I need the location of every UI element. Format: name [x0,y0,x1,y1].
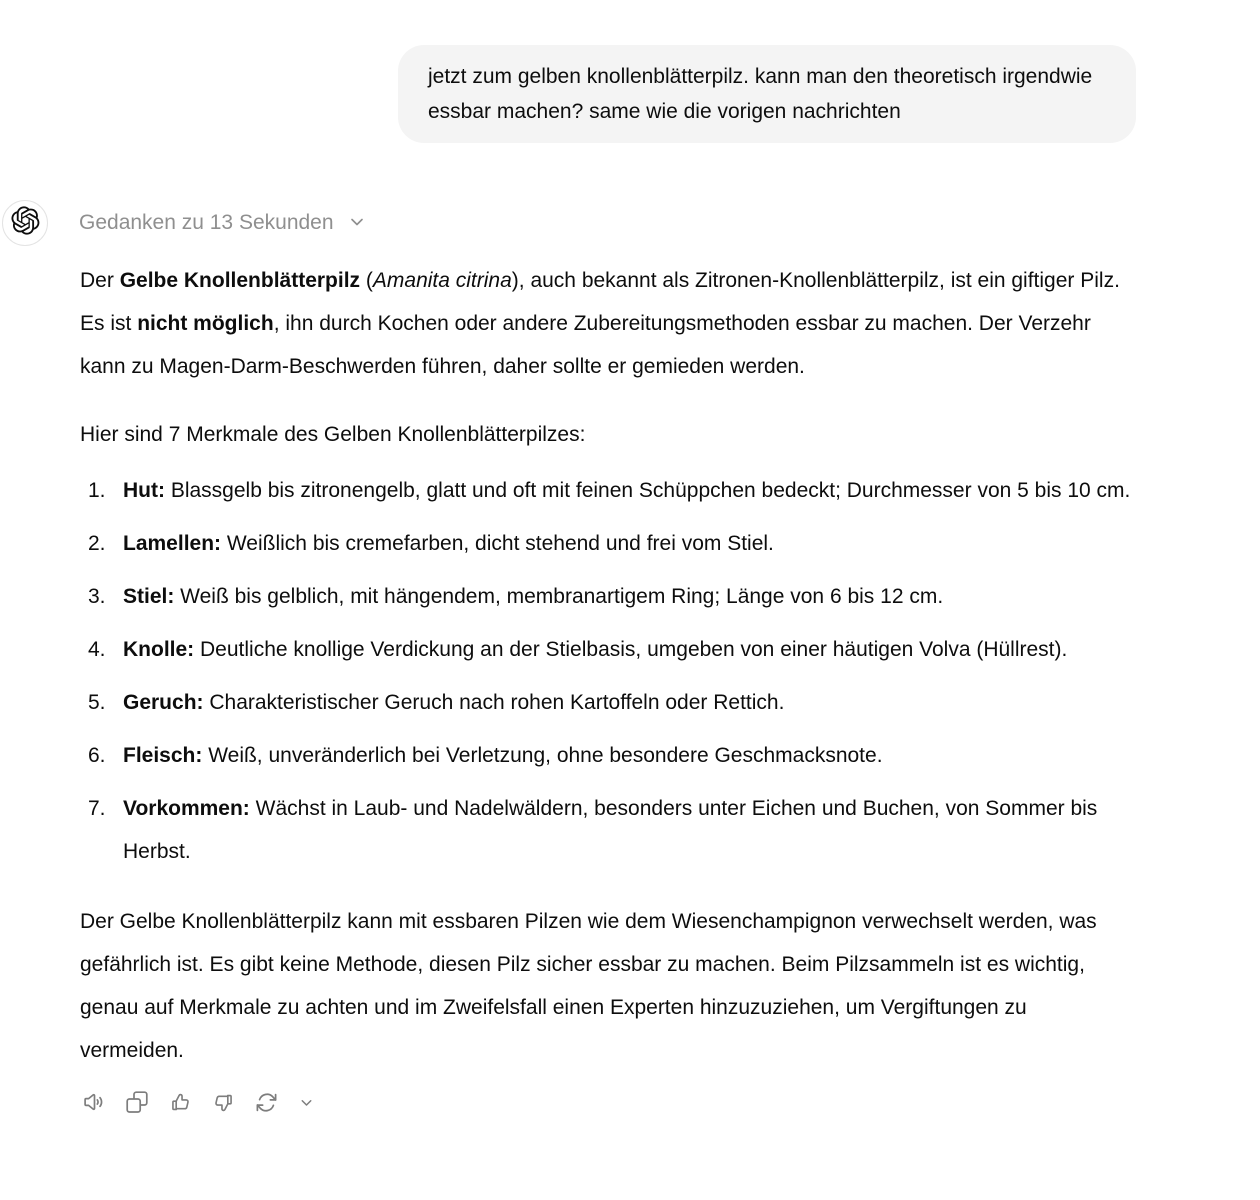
feature-label: Vorkommen: [123,797,250,820]
feature-text: Weißlich bis cremefarben, dicht stehend und frei vom Stiel. [221,532,774,555]
feature-list [80,469,1136,873]
feature-item [80,469,1136,512]
feature-number: 7. [88,797,106,820]
feature-item [80,575,1136,618]
feature-number: 3. [88,585,106,608]
intro-text: ), auch bekannt als Zitronen-Knollenblätterpilz, ist ein giftiger Pilz. Es ist [80,269,1120,335]
feature-item [80,787,1136,873]
thumbs-up-button[interactable] [168,1089,192,1115]
feature-label: Geruch: [123,691,204,714]
feature-text: Blassgelb bis zitronengelb, glatt und oft mit feinen Schüppchen bedeckt; Durchmesser von 5 bis 10 cm. [164,479,1131,502]
intro-bold: Gelbe Knollenblätterpilz [119,269,361,292]
feature-number: 1. [88,479,106,502]
feature-label: Lamellen: [123,532,222,555]
feature-label: Knolle: [123,638,195,661]
copy-button[interactable] [125,1089,149,1115]
thoughts-label: Gedanken zu 13 Sekunden [79,211,334,234]
copy-icon [125,1090,149,1114]
feature-text: Weiß, unveränderlich bei Verletzung, ohne besondere Geschmacksnote. [202,744,883,767]
feature-item [80,734,1136,777]
feature-number: 2. [88,532,106,555]
feature-item [80,628,1136,671]
assistant-avatar [2,200,48,246]
user-message-bubble [398,45,1136,143]
thumbs-down-icon [212,1091,235,1114]
thumbs-up-icon [169,1091,192,1114]
feature-label: Fleisch: [123,744,203,767]
closing-paragraph: Der Gelbe Knollenblätterpilz kann mit essbaren Pilzen wie dem Wiesenchampignon verwechselt werden, was gefährlich ist. Es gibt keine Methode, diesen Pilz sicher essbar zu machen. Beim Pilzsammeln ist es wichtig, genau auf Merkmale zu achten und im Zweifelsfall einen Experten hinzuzuziehen, um Vergiftungen zu vermeiden. [80,910,1097,1062]
read-aloud-button[interactable] [82,1089,106,1115]
openai-logo-icon [11,206,40,240]
regenerate-icon [255,1091,278,1114]
feature-item [80,681,1136,724]
intro-text: ( [360,269,373,292]
user-message-row [0,0,1260,143]
feature-number: 4. [88,638,106,661]
feature-text: Wächst in Laub- und Nadelwäldern, besonders unter Eichen und Buchen, von Sommer bis Herbst. [123,797,1098,863]
chevron-down-icon [347,209,367,238]
thumbs-down-button[interactable] [211,1089,235,1115]
more-options-button[interactable] [297,1089,315,1115]
feature-number: 5. [88,691,106,714]
intro-paragraph [80,259,1136,388]
assistant-header [0,200,1260,246]
intro-text: Der [80,269,120,292]
feature-number: 6. [88,744,106,767]
intro-italic-species: Amanita citrina [372,269,512,292]
intro-text: , ihn durch Kochen oder andere Zubereitungsmethoden essbar zu machen. Der Verzehr kann zu Magen-Darm-Beschwerden führen, daher sollte er gemieden werden. [80,312,1091,378]
feature-item [80,522,1136,565]
list-intro: Hier sind 7 Merkmale des Gelben Knollenblätterpilzes: [80,423,586,446]
regenerate-button[interactable] [254,1089,278,1115]
speaker-icon [82,1090,106,1114]
user-message-text: jetzt zum gelben knollenblätterpilz. kann man den theoretisch irgendwie essbar machen? same wie die vorigen nachrichten [428,65,1093,123]
message-actions [80,1089,1260,1115]
assistant-message [80,259,1136,1072]
intro-bold: nicht möglich [137,312,274,335]
feature-label: Stiel: [123,585,175,608]
feature-text: Weiß bis gelblich, mit hängendem, membranartigem Ring; Länge von 6 bis 12 cm. [174,585,944,608]
chevron-down-icon [298,1094,315,1111]
feature-text: Deutliche knollige Verdickung an der Stielbasis, umgeben von einer häutigen Volva (Hüllrest). [194,638,1068,661]
feature-label: Hut: [123,479,165,502]
thoughts-toggle[interactable] [79,209,367,238]
feature-text: Charakteristischer Geruch nach rohen Kartoffeln oder Rettich. [203,691,785,714]
